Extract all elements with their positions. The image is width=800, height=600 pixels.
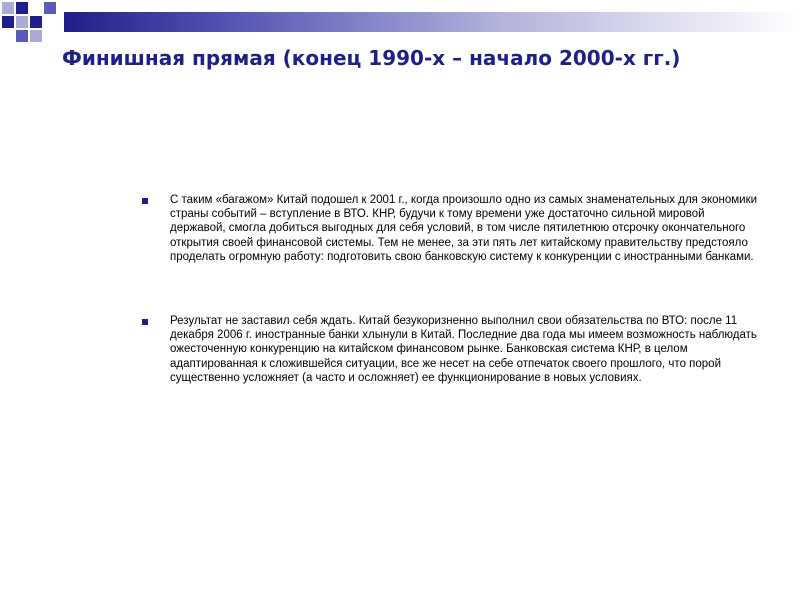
deco-square bbox=[44, 2, 56, 14]
deco-square bbox=[16, 30, 28, 42]
deco-square bbox=[30, 30, 42, 42]
square-bullet-icon bbox=[142, 198, 148, 204]
bullet-text: С таким «багажом» Китай подошел к 2001 г., когда произошло одно из самых знаменательных для экономики страны событий – вступление в ВТО. КНР, будучи к тому времени уже достаточно сильной мировой державой, смогла добиться выгодных для себя условий, в том числе пятилетнюю отсрочку окончательного открытия своей финансовой системы. Тем не менее, за эти пять лет китайскому правительству предстояло проделать огромную работу: подготовить свою банковскую систему к конкуренции с иностранными банками. bbox=[170, 194, 758, 263]
bullet-item bbox=[140, 314, 760, 385]
decorative-squares bbox=[0, 0, 64, 52]
deco-square bbox=[2, 16, 14, 28]
header-gradient-bar bbox=[64, 12, 800, 32]
bullet-item bbox=[140, 193, 760, 264]
deco-square bbox=[16, 2, 28, 14]
deco-square bbox=[2, 2, 14, 14]
deco-square bbox=[30, 16, 42, 28]
square-bullet-icon bbox=[142, 319, 148, 325]
slide-title: Финишная прямая (конец 1990-х – начало 2000-х гг.) bbox=[62, 46, 681, 70]
slide-body bbox=[140, 193, 760, 385]
deco-square bbox=[16, 16, 28, 28]
bullet-text: Результат не заставил себя ждать. Китай безукоризненно выполнил свои обязательства по ВТО: после 11 декабря 2006 г. иностранные банки хлынули в Китай. Последние два года мы имеем возможность наблюдать ожесточенную конкуренцию на китайском финансовом рынке. Банковская система КНР, в целом адаптированная к сложившейся ситуации, все же несет на себе отпечаток своего прошлого, что порой существенно усложняет (а часто и осложняет) ее функционирование в новых условиях. bbox=[170, 315, 757, 384]
